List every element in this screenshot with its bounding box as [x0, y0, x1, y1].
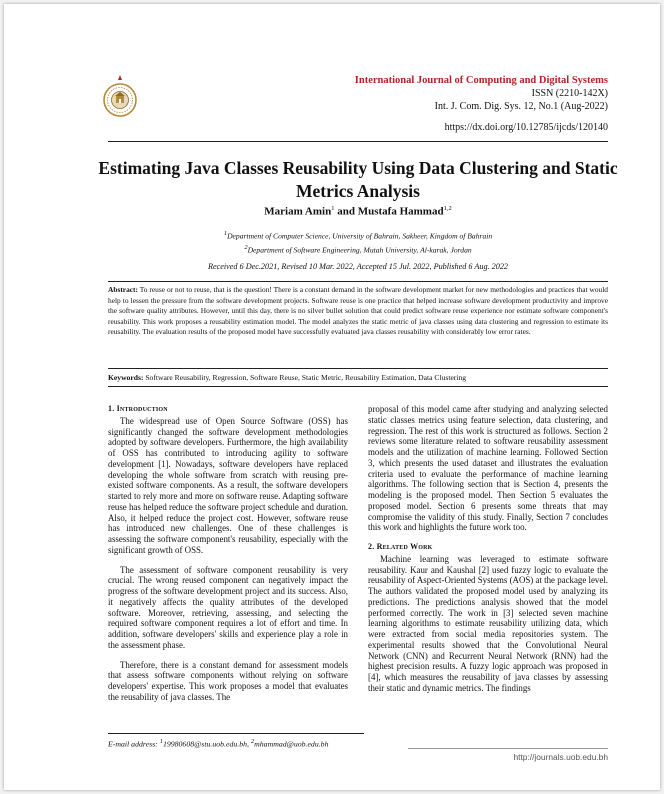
- paragraph: The widespread use of Open Source Software (OSS) has significantly changed the software development methodologies adopted by software developers. Furthermore, the high availability of OSS has contributed to introducing agility to software development [1]. Nowadays, software developers have replaced developing the whole software from scratch with reusing pre-existed software components. As a result, the software developers started to rely more and more on software reuse. Adapting software reuse has helped reduce the software project schedule and duration. Also, it helped reduce the project cost. However, software reuse has introduced new challenges. One of these challenges is assessing the software component's reusability, especially with the significant growth of OSS.: [108, 415, 348, 555]
- paper-page: [4, 4, 660, 790]
- section-title: Related Work: [376, 542, 433, 551]
- doi-link[interactable]: https://dx.doi.org/10.12785/ijcds/120140: [444, 122, 608, 133]
- abstract-label: Abstract:: [108, 285, 138, 294]
- affiliation-text: Department of Software Engineering, Mutah University, Al-karak, Jordan: [247, 245, 472, 255]
- section-title: Introduction: [116, 404, 168, 413]
- aff-sup: 1: [223, 230, 228, 237]
- header-divider: [108, 141, 608, 142]
- paragraph: proposal of this model came after studying and analyzing selected static classes metrics using feature selection, data clustering, and regression. The rest of this work is structured as follows. Section 2 reviews some literature related to software reusability assessment models and the utilization of machine learning. Followed Section 3, which presents the used dataset and illustrates the evaluation criteria used to evaluate the performance of machine learning algorithms. The following section that is Section 4, presents the modeling is the proposed model. Then Section 5 evaluates the proposed model. Section 6 presents some threats that may compromise the validity of this study. Finally, Section 7 concludes this work and highlights the future work too.: [368, 404, 608, 533]
- abstract-top-divider: [108, 281, 608, 282]
- publication-dates: Received 6 Dec.2021, Revised 10 Mar. 2022, Accepted 15 Jul. 2022, Published 6 Aug. 2022: [207, 262, 509, 271]
- paragraph: The assessment of software component reusability is very crucial. The wrong reused component can negatively impact the progress of the software development project and its success. Also, it negatively affects the quality attributes of the developed software. Moreover, retrieving, assessing, and selecting the required software component requires a lot of effort and time. In addition, software developers' skills and experience play a role in the assessment phase.: [108, 564, 348, 650]
- email-sup: 2: [250, 738, 255, 745]
- affiliation-text: Department of Computer Science, University of Bahrain, Sakheer, Kingdom of Bahrain: [227, 231, 493, 241]
- author-sup: 1: [331, 205, 335, 212]
- abstract: [108, 285, 608, 338]
- affiliation-line: [94, 242, 622, 256]
- section-number: 1.: [108, 404, 115, 413]
- paragraph: Machine learning was leveraged to estimate software reusability. Kaur and Kaushal [2] used fuzzy logic to evaluate the reusability of Aspect-Oriented Systems (AOS) at the package level. The authors validated the proposed model used by analyzing its predictions. The predictions analysis showed that the model performed correctly. The work in [3] selected seven machine learning algorithms to estimate reusability utilizing data, which were extracted from social media repositories system. The experimental results showed that the Convolutional Neural Network (CNN) and Recurrent Neural Network (RNN) had the highest precision results. A fuzzy logic approach was proposed in [4], which measures the reusability of java classes by assessing their static and dynamic metrics. The findings: [368, 553, 608, 693]
- author-sup: 1,2: [443, 205, 452, 212]
- section-heading: [368, 542, 608, 553]
- email-label: E-mail address:: [108, 739, 160, 749]
- affiliation-line: [94, 228, 622, 242]
- left-column: [108, 404, 348, 712]
- keywords-divider: [108, 386, 608, 387]
- email-address[interactable]: 19980608@stu.uob.edu.bh,: [162, 739, 251, 749]
- journal-name: International Journal of Computing and Digital Systems: [354, 75, 608, 86]
- email-footnote: [108, 738, 328, 749]
- author-list: [94, 205, 622, 218]
- right-column: [368, 404, 608, 703]
- abstract-text: To reuse or not to reuse, that is the question! There is a constant demand in the software development market for new methodologies and practices that would help to lessen the pressure from the software development projects. Software reuse is one practice that helped increase software development productivity and improve the software quality attributes. However, until this day, there is no silver bullet solution that could predict software reuse experience nor estimate software component's reusability. This work proposes a reusability estimation model. The model analyzes the static metric of java classes using data clustering and regression to estimate its reusability. The evaluation results of the proposed model have successfully evaluated java classes reusability with considerably low error rates.: [108, 285, 608, 336]
- abstract-bottom-divider: [108, 368, 608, 369]
- section-heading: [108, 404, 348, 415]
- author-name: Mustafa Hammad: [357, 205, 444, 218]
- journal-issn: ISSN (2210-142X): [531, 88, 608, 99]
- keywords-text: Software Reusability, Regression, Software Reuse, Static Metric, Reusability Estimation, Data Clustering: [143, 373, 467, 382]
- author-joiner: and: [334, 205, 358, 218]
- paper-title: Estimating Java Classes Reusability Using Data Clustering and Static Metrics Analysis: [98, 158, 618, 201]
- journal-url[interactable]: http://journals.uob.edu.bh: [513, 752, 608, 762]
- email-sup: 1: [159, 738, 163, 745]
- affiliations: [94, 228, 622, 255]
- university-seal-logo: [101, 74, 139, 118]
- aff-sup: 2: [244, 243, 248, 251]
- journal-header: [355, 74, 608, 113]
- journal-citation: Int. J. Com. Dig. Sys. 12, No.1 (Aug-2022): [434, 101, 608, 112]
- footnote-divider: [108, 733, 364, 734]
- paragraph: Therefore, there is a constant demand for assessment models that assess software components without relying on software developers' expertise. This work proposes a model that evaluates the reusability of java classes. The: [108, 659, 348, 702]
- keywords: [108, 373, 608, 382]
- section-number: 2.: [368, 542, 375, 551]
- footer-divider: [408, 748, 608, 749]
- email-address[interactable]: mhammad@uob.edu.bh: [254, 739, 329, 749]
- author-name: Mariam Amin: [264, 205, 332, 218]
- keywords-label: Keywords:: [108, 373, 144, 382]
